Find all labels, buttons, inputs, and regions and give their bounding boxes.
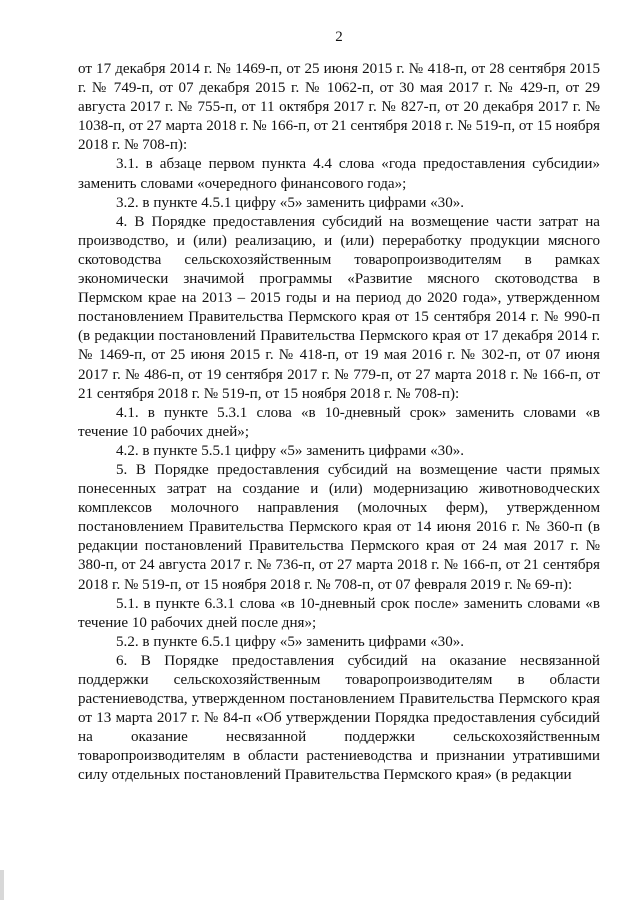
paragraph: 5.1. в пункте 6.3.1 слова «в 10-дневный срок после» заменить словами «в течение 10 рабочих дней после дня»; (78, 595, 600, 631)
paragraph: 3.1. в абзаце первом пункта 4.4 слова «года предоставления субсидии» заменить словами «очередного финансового года»; (78, 156, 600, 192)
page-number: 2 (335, 29, 343, 45)
paragraph: 5. В Порядке предоставления субсидий на возмещение части прямых понесенных затрат на создание и (или) модернизацию животноводческих комплексов молочного направления (молочных ферм), утвержденном постановлением Правительства Пермского края от 14 июня 2016 г. № 360-п (в редакции постановлений Правительства Пермского края от 24 мая 2017 г. № 380-п, от 24 августа 2017 г. № 736-п, от 27 марта 2018 г. № 166-п, от 21 сентября 2018 г. № 519-п, от 15 ноября 2018 г. № 708-п, от 07 февраля 2019 г. № 69-п): (78, 461, 600, 593)
paragraph: 4.2. в пункте 5.5.1 цифру «5» заменить цифрами «30». (116, 442, 465, 459)
paragraph: 5.2. в пункте 6.5.1 цифру «5» заменить цифрами «30». (116, 633, 465, 650)
paragraph: 3.2. в пункте 4.5.1 цифру «5» заменить цифрами «30». (116, 194, 465, 211)
paragraph: от 17 декабря 2014 г. № 1469-п, от 25 июня 2015 г. № 418-п, от 28 сентября 2015 г. № 749-п, от 07 декабря 2015 г. № 1062-п, от 30 мая 2017 г. № 429-п, от 29 августа 2017 г. № 755-п, от 11 октября 2017 г. № 827-п, от 20 декабря 2017 г. № 1038-п, от 27 марта 2018 г. № 166-п, от 21 сентября 2018 г. № 519-п, от 15 ноября 2018 г. № 708-п): (78, 61, 600, 154)
paragraph: 6. В Порядке предоставления субсидий на оказание несвязанной поддержки сельскохозяйственным товаропроизводителям в области растениеводства, утвержденном постановлением Правительства Пермского края от 13 марта 2017 г. № 84-п «Об утверждении Порядка предоставления субсидий на оказание несвязанной поддержки сельскохозяйственным товаропроизводителям в области растениеводства и признании утратившими силу отдельных постановлений Правительства Пермского края» (в редакции (78, 652, 600, 784)
document-body (78, 60, 600, 786)
scan-edge-mark (0, 870, 4, 900)
paragraph: 4.1. в пункте 5.3.1 слова «в 10-дневный срок» заменить словами «в течение 10 рабочих дней»; (78, 404, 600, 440)
paragraph: 4. В Порядке предоставления субсидий на возмещение части затрат на производство, и (или) реализацию, и (или) переработку продукции мясного скотоводства сельскохозяйственным товаропроизводителям в рамках экономически значимой программы «Развитие мясного скотоводства в Пермском крае на 2013 – 2015 годы и на период до 2020 года», утвержденном постановлением Правительства Пермского края от 15 сентября 2014 г. № 990-п (в редакции постановлений Правительства Пермского края от 17 декабря 2014 г. № 1469-п, от 25 июня 2015 г. № 418-п, от 19 мая 2016 г. № 302-п, от 07 июня 2017 г. № 486-п, от 19 сентября 2017 г. № 779-п, от 27 марта 2018 г. № 166-п, от 21 сентября 2018 г. № 519-п, от 15 ноября 2018 г. № 708-п): (78, 213, 600, 402)
